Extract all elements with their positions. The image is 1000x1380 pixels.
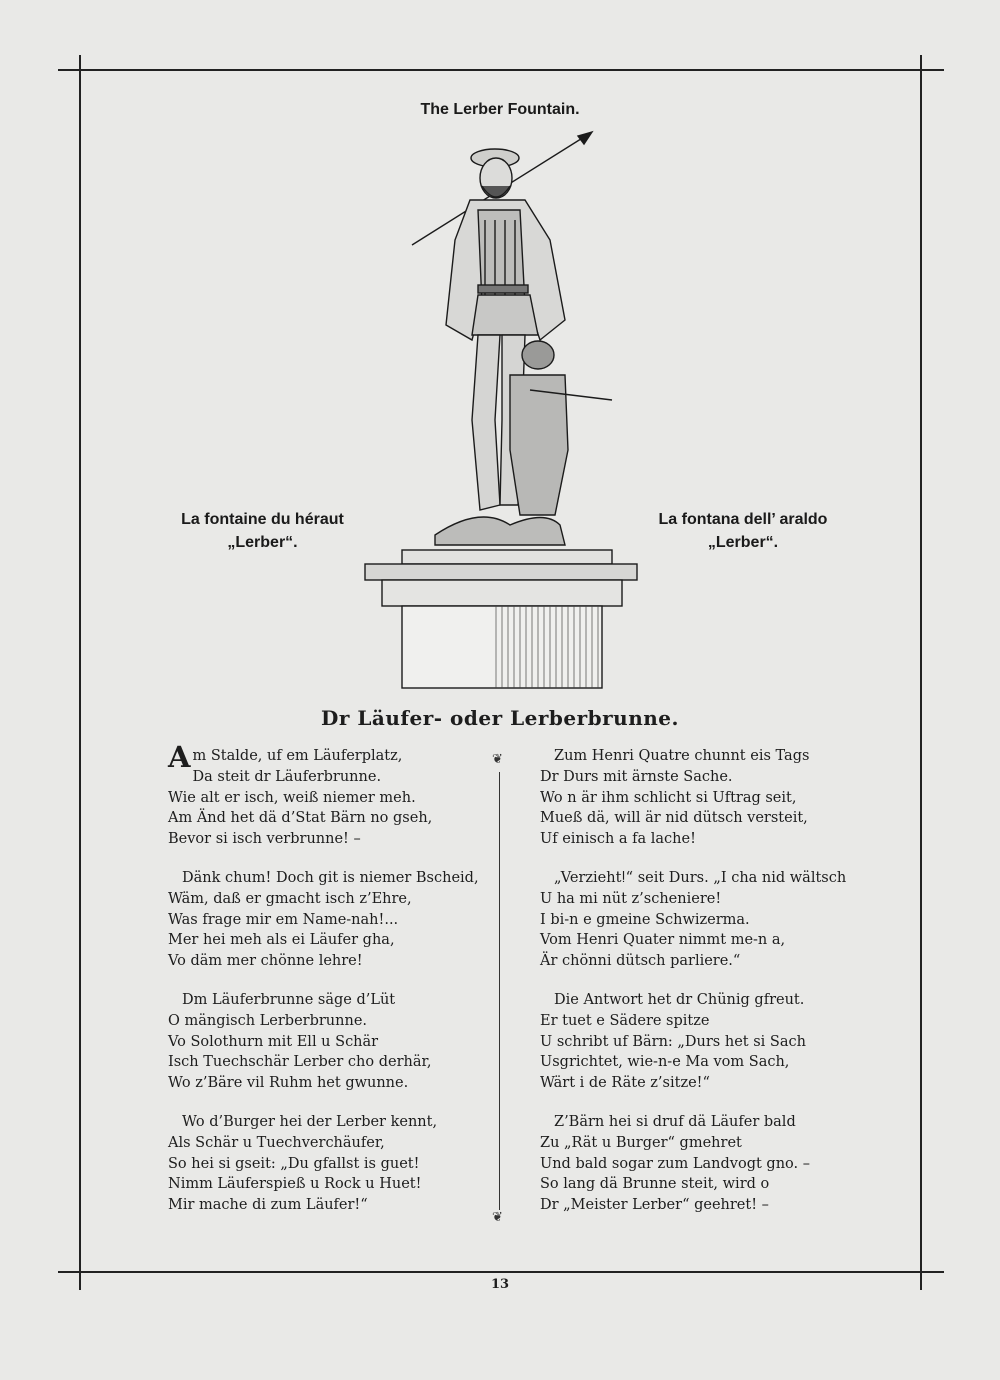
verse-line: Am Stalde, uf em Läuferplatz, [168, 740, 403, 774]
verse-line: Was frage mir em Name-nah!... [168, 911, 399, 928]
verse-line: Wäm, daß er gmacht isch z’Ehre, [168, 890, 412, 907]
frame-bottom-rule [58, 1271, 944, 1273]
verse-line: Die Antwort het dr Chünig gfreut. [554, 991, 805, 1008]
stanza [540, 868, 900, 972]
verse-line: „Verziehtǃ“ seit Durs. „I cha nid wältsch [554, 869, 847, 886]
verse-line: O mängisch Lerberbrunne. [168, 1012, 368, 1029]
page-number: 13 [490, 1277, 510, 1292]
frame-left-rule [79, 55, 81, 1290]
verse-line: Als Schär u Tuechverchäufer, [168, 1134, 385, 1151]
ornament-bottom-icon: ❦ [492, 1210, 503, 1225]
verse-line: Isch Tuechschär Lerber cho derhär, [168, 1054, 432, 1071]
verse-line: Dänk chum! Doch git is niemer Bscheid, [182, 869, 479, 886]
stanza [168, 1112, 488, 1216]
ornament-top-icon: ❦ [492, 752, 503, 767]
poem-right-column [540, 746, 900, 1234]
verse-line: So hei si gseit: „Du gfallst is guet! [168, 1155, 420, 1172]
column-divider [499, 772, 500, 1210]
verse-line: Zum Henri Quatre chunnt eis Tags [554, 748, 810, 764]
verse-line: Da steit dr Läuferbrunne. [192, 768, 382, 785]
stanza [540, 1112, 900, 1216]
verse-line: Wo n är ihm schlicht si Uftrag seit, [540, 789, 797, 806]
drop-cap: A [168, 740, 191, 774]
stanza [540, 746, 900, 850]
verse-line: Wo z’Bäre vil Ruhm het gwunne. [168, 1075, 409, 1092]
verse-line: I bi-n e gmeine Schwizerma. [540, 911, 750, 928]
frame-right-rule [920, 55, 922, 1290]
verse-line: Mir mache di zum Läufer!“ [168, 1197, 368, 1214]
verse-line: Mueß dä, will är nid dütsch versteit, [540, 810, 808, 827]
verse-line: Dr Durs mit ärnste Sache. [540, 768, 733, 785]
verse-line: U schribt uf Bärn: „Durs het si Sach [540, 1033, 806, 1050]
verse-line: Vom Henri Quater nimmt me-n a, [540, 932, 786, 949]
verse-line: Er tuet e Sädere spitze [540, 1012, 710, 1029]
stanza [168, 990, 488, 1094]
statue-illustration [360, 120, 660, 690]
verse-line: Usgrichtet, wie-n-e Ma vom Sach, [540, 1054, 790, 1071]
verse-line: Und bald sogar zum Landvogt gno. – [540, 1155, 810, 1172]
verse-line: Dr „Meister Lerber“ geehret! – [540, 1197, 769, 1214]
verse-line: Bevor si isch verbrunne! – [168, 831, 361, 848]
verse-line: Vo Solothurn mit Ell u Schär [168, 1033, 379, 1050]
verse-line: So lang dä Brunne steit, wird o [540, 1176, 770, 1193]
verse-line: Z’Bärn hei si druf dä Läufer bald [554, 1113, 796, 1130]
verse-line: Wärt i de Räte z’sitze!“ [540, 1075, 710, 1092]
frame-top-rule [58, 69, 944, 71]
caption-italian: La fontana dell’ araldo „Lerber“. [658, 511, 828, 551]
verse-line: Zu „Rät u Burger“ gmehret [540, 1134, 742, 1151]
stanza [540, 990, 900, 1094]
stanza [168, 740, 488, 850]
verse-line: Wo d’Burger hei der Lerber kennt, [182, 1113, 438, 1130]
verse-line: Nimm Läuferspieß u Rock u Huet! [168, 1176, 422, 1193]
poem-left-column [168, 740, 488, 1234]
page-title: The Lerber Fountain. [420, 101, 580, 118]
verse-line: Mer hei meh als ei Läufer gha, [168, 932, 395, 949]
verse-line: Vo däm mer chönne lehre! [168, 953, 363, 970]
poem-title: Dr Läufer- oder Lerberbrunne. [321, 706, 679, 730]
verse-line: Am Änd het dä d’Stat Bärn no gseh, [168, 810, 433, 827]
verse-line: Uf einisch a fa lache! [540, 831, 696, 848]
caption-french: La fontaine du héraut „Lerber“. [181, 511, 344, 551]
verse-line: Wie alt er isch, weiß niemer meh. [168, 789, 416, 806]
verse-line: Dm Läuferbrunne säge d’Lüt [182, 991, 396, 1008]
verse-line: U ha mi nüt z’scheniere! [540, 890, 722, 907]
stanza [168, 868, 488, 972]
verse-line: Är chönni dütsch parliere.“ [540, 953, 741, 970]
